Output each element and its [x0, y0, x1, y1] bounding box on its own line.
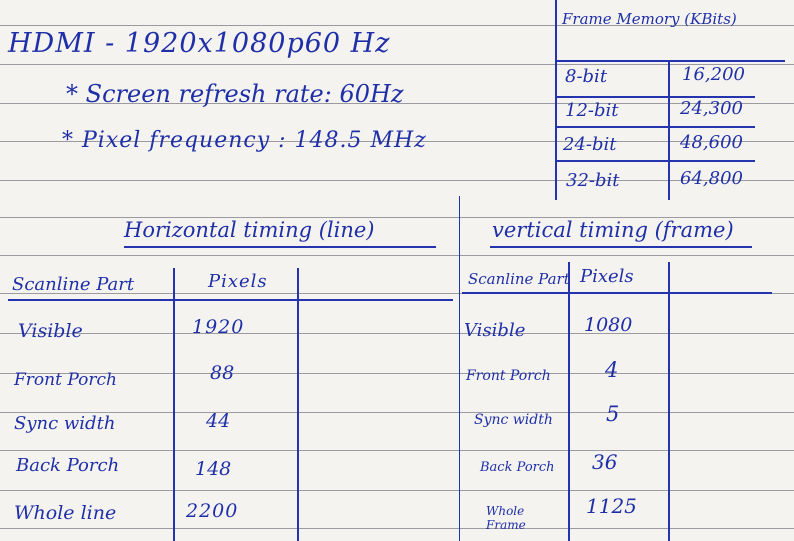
ruled-line: [0, 450, 794, 451]
horizontal-row-part: Back Porch: [16, 455, 120, 476]
vertical-row-part: Visible: [464, 320, 526, 341]
horizontal-row-part: Front Porch: [14, 370, 117, 390]
horizontal-col-header: Scanline Part: [12, 274, 135, 295]
ruled-line: [0, 255, 794, 256]
vertical-table-column-divider: [668, 262, 670, 541]
horizontal-col-header: Pixels: [208, 271, 268, 292]
horizontal-table-column-divider: [297, 268, 299, 541]
ruled-line: [0, 412, 794, 413]
ruled-line: [0, 490, 794, 491]
ruled-line: [0, 528, 794, 529]
horizontal-row-pixels: 2200: [186, 500, 239, 522]
vertical-row-part: Sync width: [474, 412, 553, 428]
frame-memory-value: 24,300: [680, 98, 743, 119]
vertical-row-pixels: 4: [605, 358, 619, 382]
vertical-heading-underline: [490, 246, 752, 248]
vertical-timing-heading: vertical timing (frame): [492, 218, 734, 242]
frame-memory-row-rule: [555, 160, 755, 162]
frame-memory-depth: 12-bit: [565, 100, 619, 121]
vertical-row-pixels: 1125: [586, 494, 637, 518]
vertical-row-pixels: 5: [606, 402, 620, 426]
frame-memory-value: 48,600: [680, 132, 743, 153]
frame-memory-depth: 8-bit: [565, 66, 608, 87]
frame-memory-value: 64,800: [680, 168, 743, 189]
vertical-row-pixels: 36: [592, 450, 618, 474]
horizontal-heading-underline: [124, 246, 436, 248]
frame-memory-column-divider: [668, 62, 670, 200]
pixel-frequency-note: * Pixel frequency : 148.5 MHz: [62, 128, 427, 153]
vertical-col-header: Pixels: [580, 266, 634, 287]
page-title: HDMI - 1920x1080p60 Hz: [8, 28, 391, 59]
horizontal-row-pixels: 88: [210, 362, 235, 384]
vertical-row-part: Back Porch: [480, 460, 555, 475]
ruled-line: [0, 333, 794, 334]
vertical-table-header-rule: [462, 292, 772, 294]
horizontal-table-column-divider: [173, 268, 175, 541]
horizontal-table-header-rule: [8, 299, 453, 301]
frame-memory-title: Frame Memory (KBits): [562, 10, 737, 28]
ruled-line: [0, 180, 794, 181]
frame-memory-row-rule: [555, 126, 755, 128]
horizontal-row-part: Visible: [18, 320, 83, 342]
frame-memory-value: 16,200: [682, 64, 745, 85]
horizontal-row-pixels: 148: [195, 458, 232, 480]
frame-memory-depth: 24-bit: [563, 134, 617, 155]
frame-memory-depth: 32-bit: [566, 170, 620, 191]
horizontal-row-pixels: 44: [206, 410, 231, 432]
ruled-line: [0, 373, 794, 374]
vertical-row-part: Whole Frame: [486, 504, 526, 532]
center-divider: [459, 196, 460, 541]
vertical-row-pixels: 1080: [584, 314, 633, 336]
vertical-table-column-divider: [568, 262, 570, 541]
ruled-line: [0, 64, 794, 65]
vertical-col-header: Scanline Part: [468, 270, 570, 288]
horizontal-timing-heading: Horizontal timing (line): [124, 218, 375, 242]
horizontal-row-part: Sync width: [14, 413, 116, 434]
vertical-row-part: Front Porch: [466, 368, 551, 384]
horizontal-row-pixels: 1920: [192, 316, 245, 338]
frame-memory-left-border: [555, 0, 557, 200]
frame-memory-header-rule: [555, 60, 785, 62]
horizontal-row-part: Whole line: [14, 502, 117, 524]
refresh-rate-note: * Screen refresh rate: 60Hz: [66, 80, 404, 108]
